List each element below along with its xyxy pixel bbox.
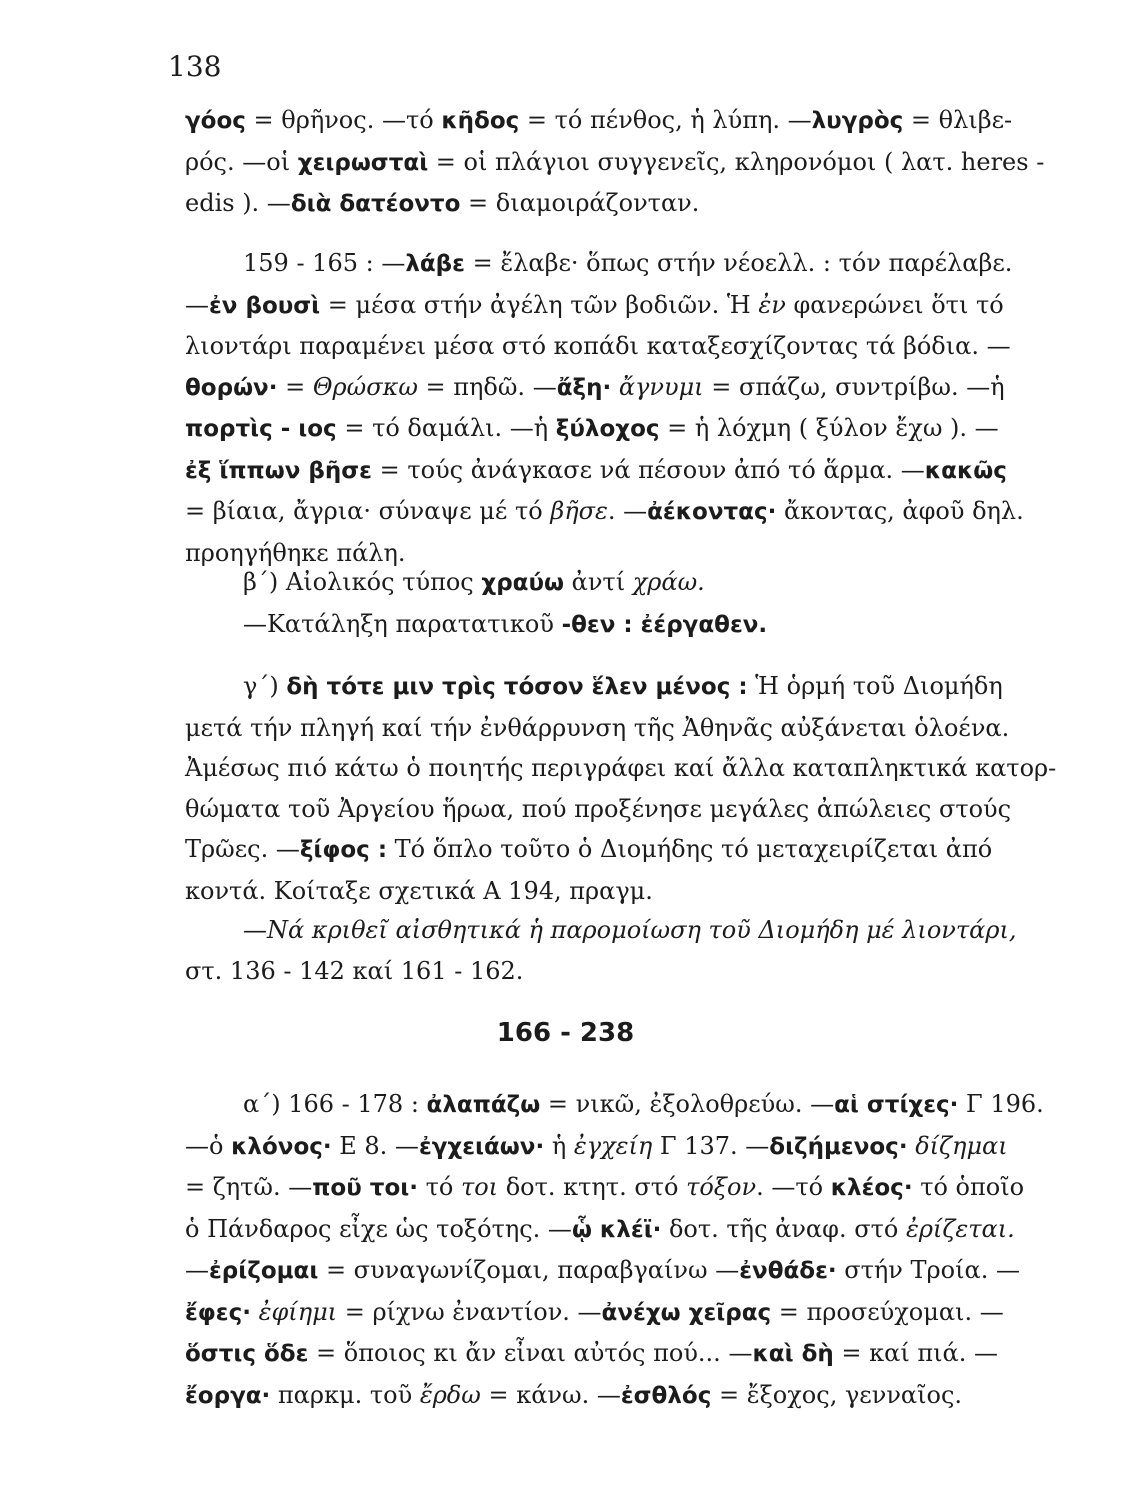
section-heading: 166 - 238	[496, 1018, 635, 1048]
section-beta	[185, 562, 1031, 645]
text-line: θορών· = Θρώσκω = πηδῶ. —ἄξη· ἄγνυμι = σπάζω, συντρίβω. —ἡ	[185, 372, 1005, 401]
text-line: —Κατάληξη παρατατικοῦ -θεν : ἐέργαθεν.	[243, 609, 768, 638]
section-alpha	[185, 1084, 1044, 1416]
text-line: Τρῶες. —ξίφος : Τό ὅπλο τοῦτο ὁ Διομήδης τό μεταχειρίζεται ἀπό	[185, 835, 993, 863]
text-line: Ἀμέσως πιό κάτω ὁ ποιητής περιγράφει καί ἄλλα καταπληκτικά κατορ-	[185, 754, 1057, 782]
text-line: ἔφες· ἐφίημι = ρίχνω ἐναντίον. —ἀνέχω χεῖρας = προσεύχομαι. —	[185, 1297, 1004, 1326]
text-line: ὁ Πάνδαρος εἶχε ὡς τοξότης. —ᾧ κλέϊ· δοτ. τῆς ἀναφ. στό ἐρίζεται.	[185, 1214, 1015, 1243]
text-line: γόος = θρῆνος. —τό κῆδος = τό πένθος, ἡ λύπη. —λυγρὸς = θλιβε-	[185, 106, 1013, 134]
text-line: γ΄) δὴ τότε μιν τρὶς τόσον ἕλεν μένος : Ἡ ὁρμή τοῦ Διομήδη	[243, 672, 1003, 700]
text-line: λιοντάρι παραμένει μέσα στό κοπάδι καταξεσχίζοντας τά βόδια. —	[185, 332, 1011, 360]
text-line: πορτὶς - ιος = τό δαμάλι. —ἡ ξύλοχος = ἡ λόχμη ( ξύλον ἔχω ). —	[185, 414, 999, 442]
text-line: —Νά κριθεῖ αἰσθητικά ἡ παρομοίωση τοῦ Διομήδη μέ λιοντάρι,	[243, 916, 1017, 944]
text-line: = ζητῶ. —ποῦ τοι· τό τοι δοτ. κτητ. στό τόξον. —τό κλέος· τό ὁποῖο	[185, 1173, 1025, 1201]
text-line: = βίαια, ἄγρια· σύναψε μέ τό βῆσε. —ἀέκοντας· ἄκοντας, ἀφοῦ δηλ.	[185, 497, 1024, 525]
text-line: β΄) Αἰολικός τύπος χραύω ἀντί χράω.	[243, 568, 705, 596]
glossary-paragraph-1	[185, 100, 1045, 225]
text-line: κοντά. Κοίταξε σχετικά Α 194, πραγμ.	[185, 876, 653, 905]
text-line: ἐξ ἵππων βῆσε = τούς ἀνάγκασε νά πέσουν ἀπό τό ἅρμα. —κακῶς	[185, 455, 1007, 484]
text-line: —ἐν βουσὶ = μέσα στήν ἀγέλη τῶν βοδιῶν. Ἡ ἐν φανερώνει ὅτι τό	[185, 290, 1004, 319]
page-number: 138	[168, 50, 222, 83]
section-gamma	[185, 666, 1057, 911]
text-line: μετά τήν πληγή καί τήν ἐνθάρρυνση τῆς Ἀθηνᾶς αὐξάνεται ὁλοένα.	[185, 713, 1010, 742]
glossary-paragraph-2	[185, 243, 1031, 573]
text-line: ὅστις ὅδε = ὅποιος κι ἄν εἶναι αὐτός πού... —καὶ δὴ = καί πιά. —	[185, 1339, 999, 1367]
text-line: edis ). —διὰ δατέοντο = διαμοιράζονταν.	[185, 189, 700, 217]
text-line: ρός. —οἱ χειρωσταὶ = οἱ πλάγιοι συγγενεῖς, κληρονόμοι ( λατ. heres -	[185, 147, 1045, 176]
text-line: ἔοργα· παρκμ. τοῦ ἔρδω = κάνω. —ἐσθλός = ἔξοχος, γενναῖος.	[185, 1380, 963, 1409]
question-note	[185, 910, 1031, 991]
text-line: α΄) 166 - 178 : ἀλαπάζω = νικῶ, ἐξολοθρεύω. —αἱ στίχες· Γ 196.	[243, 1090, 1044, 1118]
text-line: —ἐρίζομαι = συναγωνίζομαι, παραβγαίνω —ἐνθάδε· στήν Τροία. —	[185, 1256, 1020, 1284]
text-line: στ. 136 - 142 καί 161 - 162.	[185, 956, 524, 985]
text-line: θώματα τοῦ Ἀργείου ἥρωα, πού προξένησε μεγάλες ἀπώλειες στούς	[185, 794, 1012, 823]
text-line: 159 - 165 : —λάβε = ἔλαβε· ὅπως στήν νέοελλ. : τόν παρέλαβε.	[243, 249, 1013, 277]
text-line: —ὁ κλόνος· Ε 8. —ἐγχειάων· ἡ ἐγχείη Γ 137. —διζήμενος· δίζημαι	[185, 1131, 1008, 1160]
text-line: προηγήθηκε πάλη.	[185, 538, 406, 567]
